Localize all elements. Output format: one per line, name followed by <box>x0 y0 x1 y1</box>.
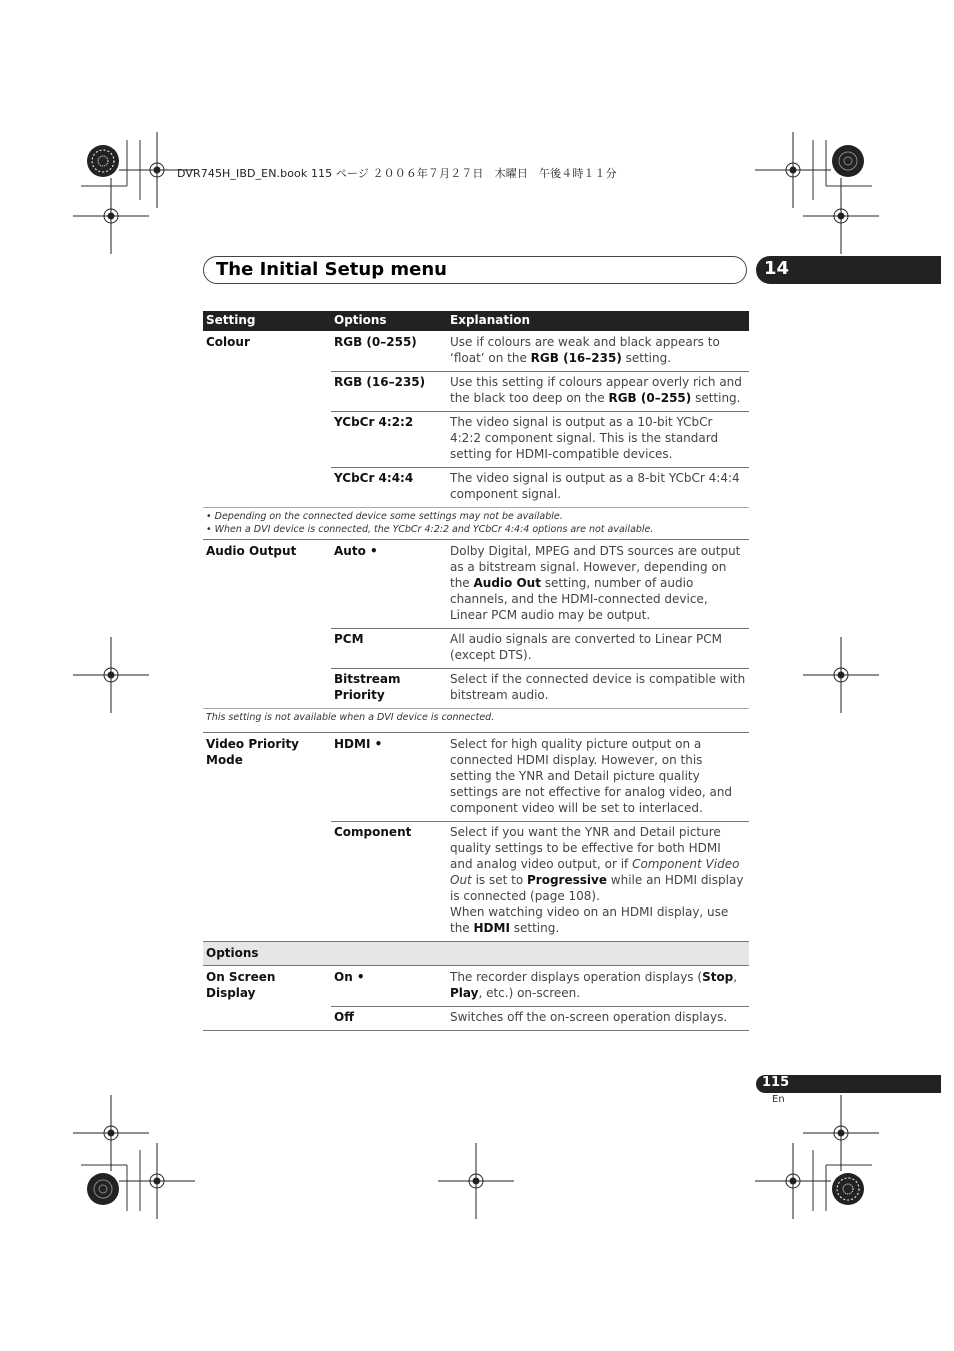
crosshair-target-icon <box>755 1143 831 1219</box>
option-name: RGB (0–255) <box>334 335 417 349</box>
option-explanation: Dolby Digital, MPEG and DTS sources are output as a bitstream signal. However, depending on the Audio Out setting, number of audio channels, and the HDMI-connected device, Linear PCM audio may be output. <box>450 544 741 622</box>
option-explanation: All audio signals are converted to Linear PCM (except DTS). <box>450 632 722 662</box>
option-name: On • <box>334 970 365 984</box>
starburst-bottom-right <box>832 1173 864 1205</box>
option-explanation: Use if colours are weak and black appears to ‘float’ on the RGB (16–235) setting. <box>450 335 720 365</box>
option-explanation: Select if you want the YNR and Detail picture quality settings to be effective for both HDMI and analog video output, or if Component Video Out is set to Progressive while an HDMI display is connected (page 108). When watching video on an HDMI display, use the HDMI setting. <box>450 825 744 935</box>
crosshair-target-icon <box>438 1143 514 1219</box>
setting-name: Audio Output <box>206 544 297 558</box>
file-info-header: DVR745H_IBD_EN.book 115 ページ ２００６年７月２７日 木曜日 午後４時１１分 <box>177 167 617 180</box>
table-row <box>203 668 749 708</box>
option-name: YCbCr 4:4:4 <box>334 471 414 485</box>
table-row <box>203 966 749 1006</box>
setting-name: Video Priority Mode <box>206 737 299 767</box>
option-name: Off <box>334 1010 354 1024</box>
option-name: Component <box>334 825 412 839</box>
options-section-row <box>203 941 749 966</box>
option-explanation: Select if the connected device is compatible with bitstream audio. <box>450 672 746 702</box>
header-options: Options <box>334 313 387 327</box>
chapter-title-box <box>203 256 747 284</box>
table-note: • Depending on the connected device some settings may not be available. • When a DVI device is connected, the YCbCr 4:2:2 and YCbCr 4:4:4 options are not available. <box>203 507 749 539</box>
starburst-bottom-left <box>87 1173 119 1205</box>
settings-table <box>203 311 749 1031</box>
option-name: Bitstream Priority <box>334 672 401 702</box>
chapter-number-tab <box>756 256 941 284</box>
header-setting: Setting <box>206 313 256 327</box>
page-number: 115 <box>762 1075 790 1090</box>
option-explanation: The video signal is output as a 10-bit YCbCr 4:2:2 component signal. This is the standard setting for HDMI-compatible devices. <box>450 415 719 461</box>
chapter-title: The Initial Setup menu <box>216 259 447 280</box>
table-row <box>203 732 749 821</box>
option-explanation: The recorder displays operation displays (Stop, Play, etc.) on-screen. <box>450 970 738 1000</box>
crosshair-target-icon <box>73 1095 149 1171</box>
table-row <box>203 331 749 371</box>
option-explanation: Switches off the on-screen operation displays. <box>450 1010 728 1024</box>
starburst-top-left <box>87 145 119 177</box>
option-explanation: Use this setting if colours appear overly rich and the black too deep on the RGB (0–255) setting. <box>450 375 742 405</box>
crosshair-target-icon <box>119 1143 195 1219</box>
option-name: HDMI • <box>334 737 383 751</box>
header-explanation: Explanation <box>450 313 531 327</box>
crosshair-target-icon <box>73 637 149 713</box>
section-label: Options <box>206 946 259 960</box>
crosshair-target-icon <box>803 637 879 713</box>
option-explanation: The video signal is output as a 8-bit YCbCr 4:4:4 component signal. <box>450 471 740 501</box>
table-note: This setting is not available when a DVI device is connected. <box>203 708 749 732</box>
crosshair-target-icon <box>73 178 149 254</box>
table-header-row <box>203 311 749 331</box>
table-row <box>203 467 749 507</box>
crosshair-target-icon <box>803 178 879 254</box>
setting-name: On Screen Display <box>206 970 276 1000</box>
page-number-tab <box>756 1075 941 1093</box>
starburst-top-right <box>832 145 864 177</box>
chapter-number: 14 <box>764 258 790 279</box>
crosshair-target-icon <box>803 1095 879 1171</box>
crosshair-target-icon <box>755 132 831 208</box>
table-row <box>203 411 749 467</box>
table-row <box>203 1006 749 1031</box>
page-language: En <box>772 1094 785 1105</box>
table-row <box>203 371 749 411</box>
option-name: PCM <box>334 632 364 646</box>
option-explanation: Select for high quality picture output on a connected HDMI display. However, on this setting the YNR and Detail picture quality settings are not effective for analog video, and component video will be set to interlaced. <box>450 737 733 815</box>
table-row <box>203 821 749 941</box>
option-name: YCbCr 4:2:2 <box>334 415 414 429</box>
setting-name: Colour <box>206 335 250 349</box>
table-row <box>203 628 749 668</box>
table-row <box>203 539 749 628</box>
option-name: RGB (16–235) <box>334 375 426 389</box>
option-name: Auto • <box>334 544 378 558</box>
